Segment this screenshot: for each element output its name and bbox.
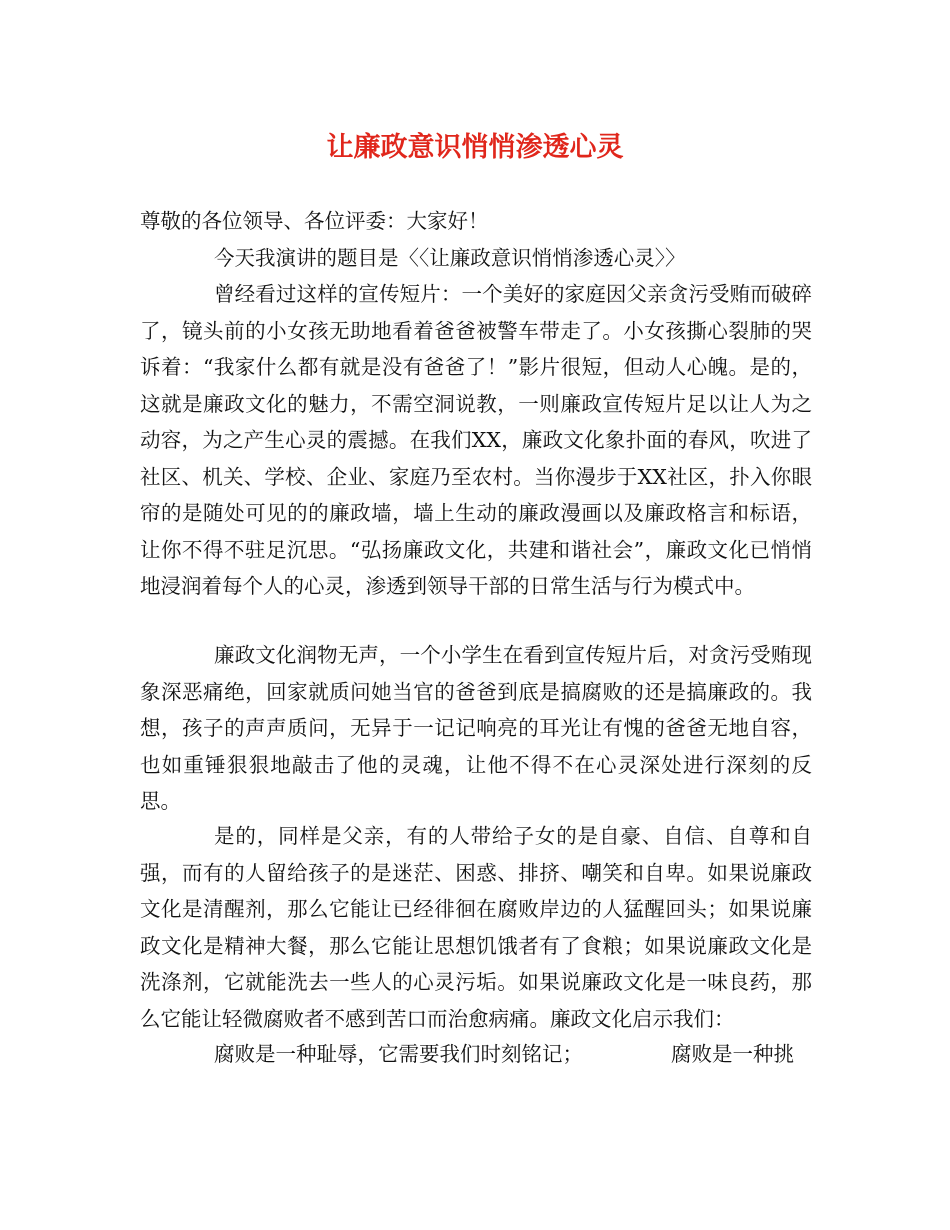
corruption-shame-line: 腐败是一种耻辱，它需要我们时刻铭记； <box>214 1042 583 1066</box>
paragraph-father-comparison: 是的，同样是父亲，有的人带给子女的是自豪、自信、自尊和自强，而有的人留给孩子的是迷茫、困惑、排挤、嘲笑和自卑。如果说廉政文化是清醒剂，那么它能让已经徘徊在腐败岸边的人猛醒回头；如果说廉政文化是精神大餐，那么它能让思想饥饿者有了食粮；如果说廉政文化是洗涤剂，它就能洗去一些人的心灵污垢。如果说廉政文化是一味良药，那么它能让轻微腐败者不感到苦口而治愈病痛。廉政文化启示我们： <box>140 824 812 1031</box>
paragraph-corruption-lines <box>140 1036 812 1073</box>
salutation: 尊敬的各位领导、各位评委：大家好！ <box>140 209 489 233</box>
corruption-challenge-line: 腐败是一种挑 <box>671 1042 794 1066</box>
document-title: 让廉政意识悄悄渗透心灵 <box>326 132 624 163</box>
paragraph-student-question: 廉政文化润物无声，一个小学生在看到宣传短片后，对贪污受贿现象深恶痛绝，回家就质问她当官的爸爸到底是搞腐败的还是搞廉政的。我想，孩子的声声质问，无异于一记记响亮的耳光让有愧的爸爸无地自容，也如重锤狠狠地敲击了他的灵魂，让他不得不在心灵深处进行深刻的反思。 <box>140 643 812 813</box>
paragraph-speech-topic: 今天我演讲的题目是〈〈让廉政意识悄悄渗透心灵〉〉 <box>214 246 686 270</box>
paragraph-propaganda-film: 曾经看过这样的宣传短片：一个美好的家庭因父亲贪污受贿而破碎了，镜头前的小女孩无助地看着爸爸被警车带走了。小女孩撕心裂肺的哭诉着：“我家什么都有就是没有爸爸了！”影片很短，但动人心魄。是的，这就是廉政文化的魅力，不需空洞说教，一则廉政宣传短片足以让人为之动容，为之产生心灵的震撼。在我们XX，廉政文化象扑面的春风，吹进了社区、机关、学校、企业、家庭乃至农村。当你漫步于XX社区，扑入你眼帘的是随处可见的的廉政墙，墙上生动的廉政漫画以及廉政格言和标语，让你不得不驻足沉思。“弘扬廉政文化，共建和谐社会”，廉政文化已悄悄地浸润着每个人的心灵，渗透到领导干部的日常生活与行为模式中。 <box>140 282 812 598</box>
